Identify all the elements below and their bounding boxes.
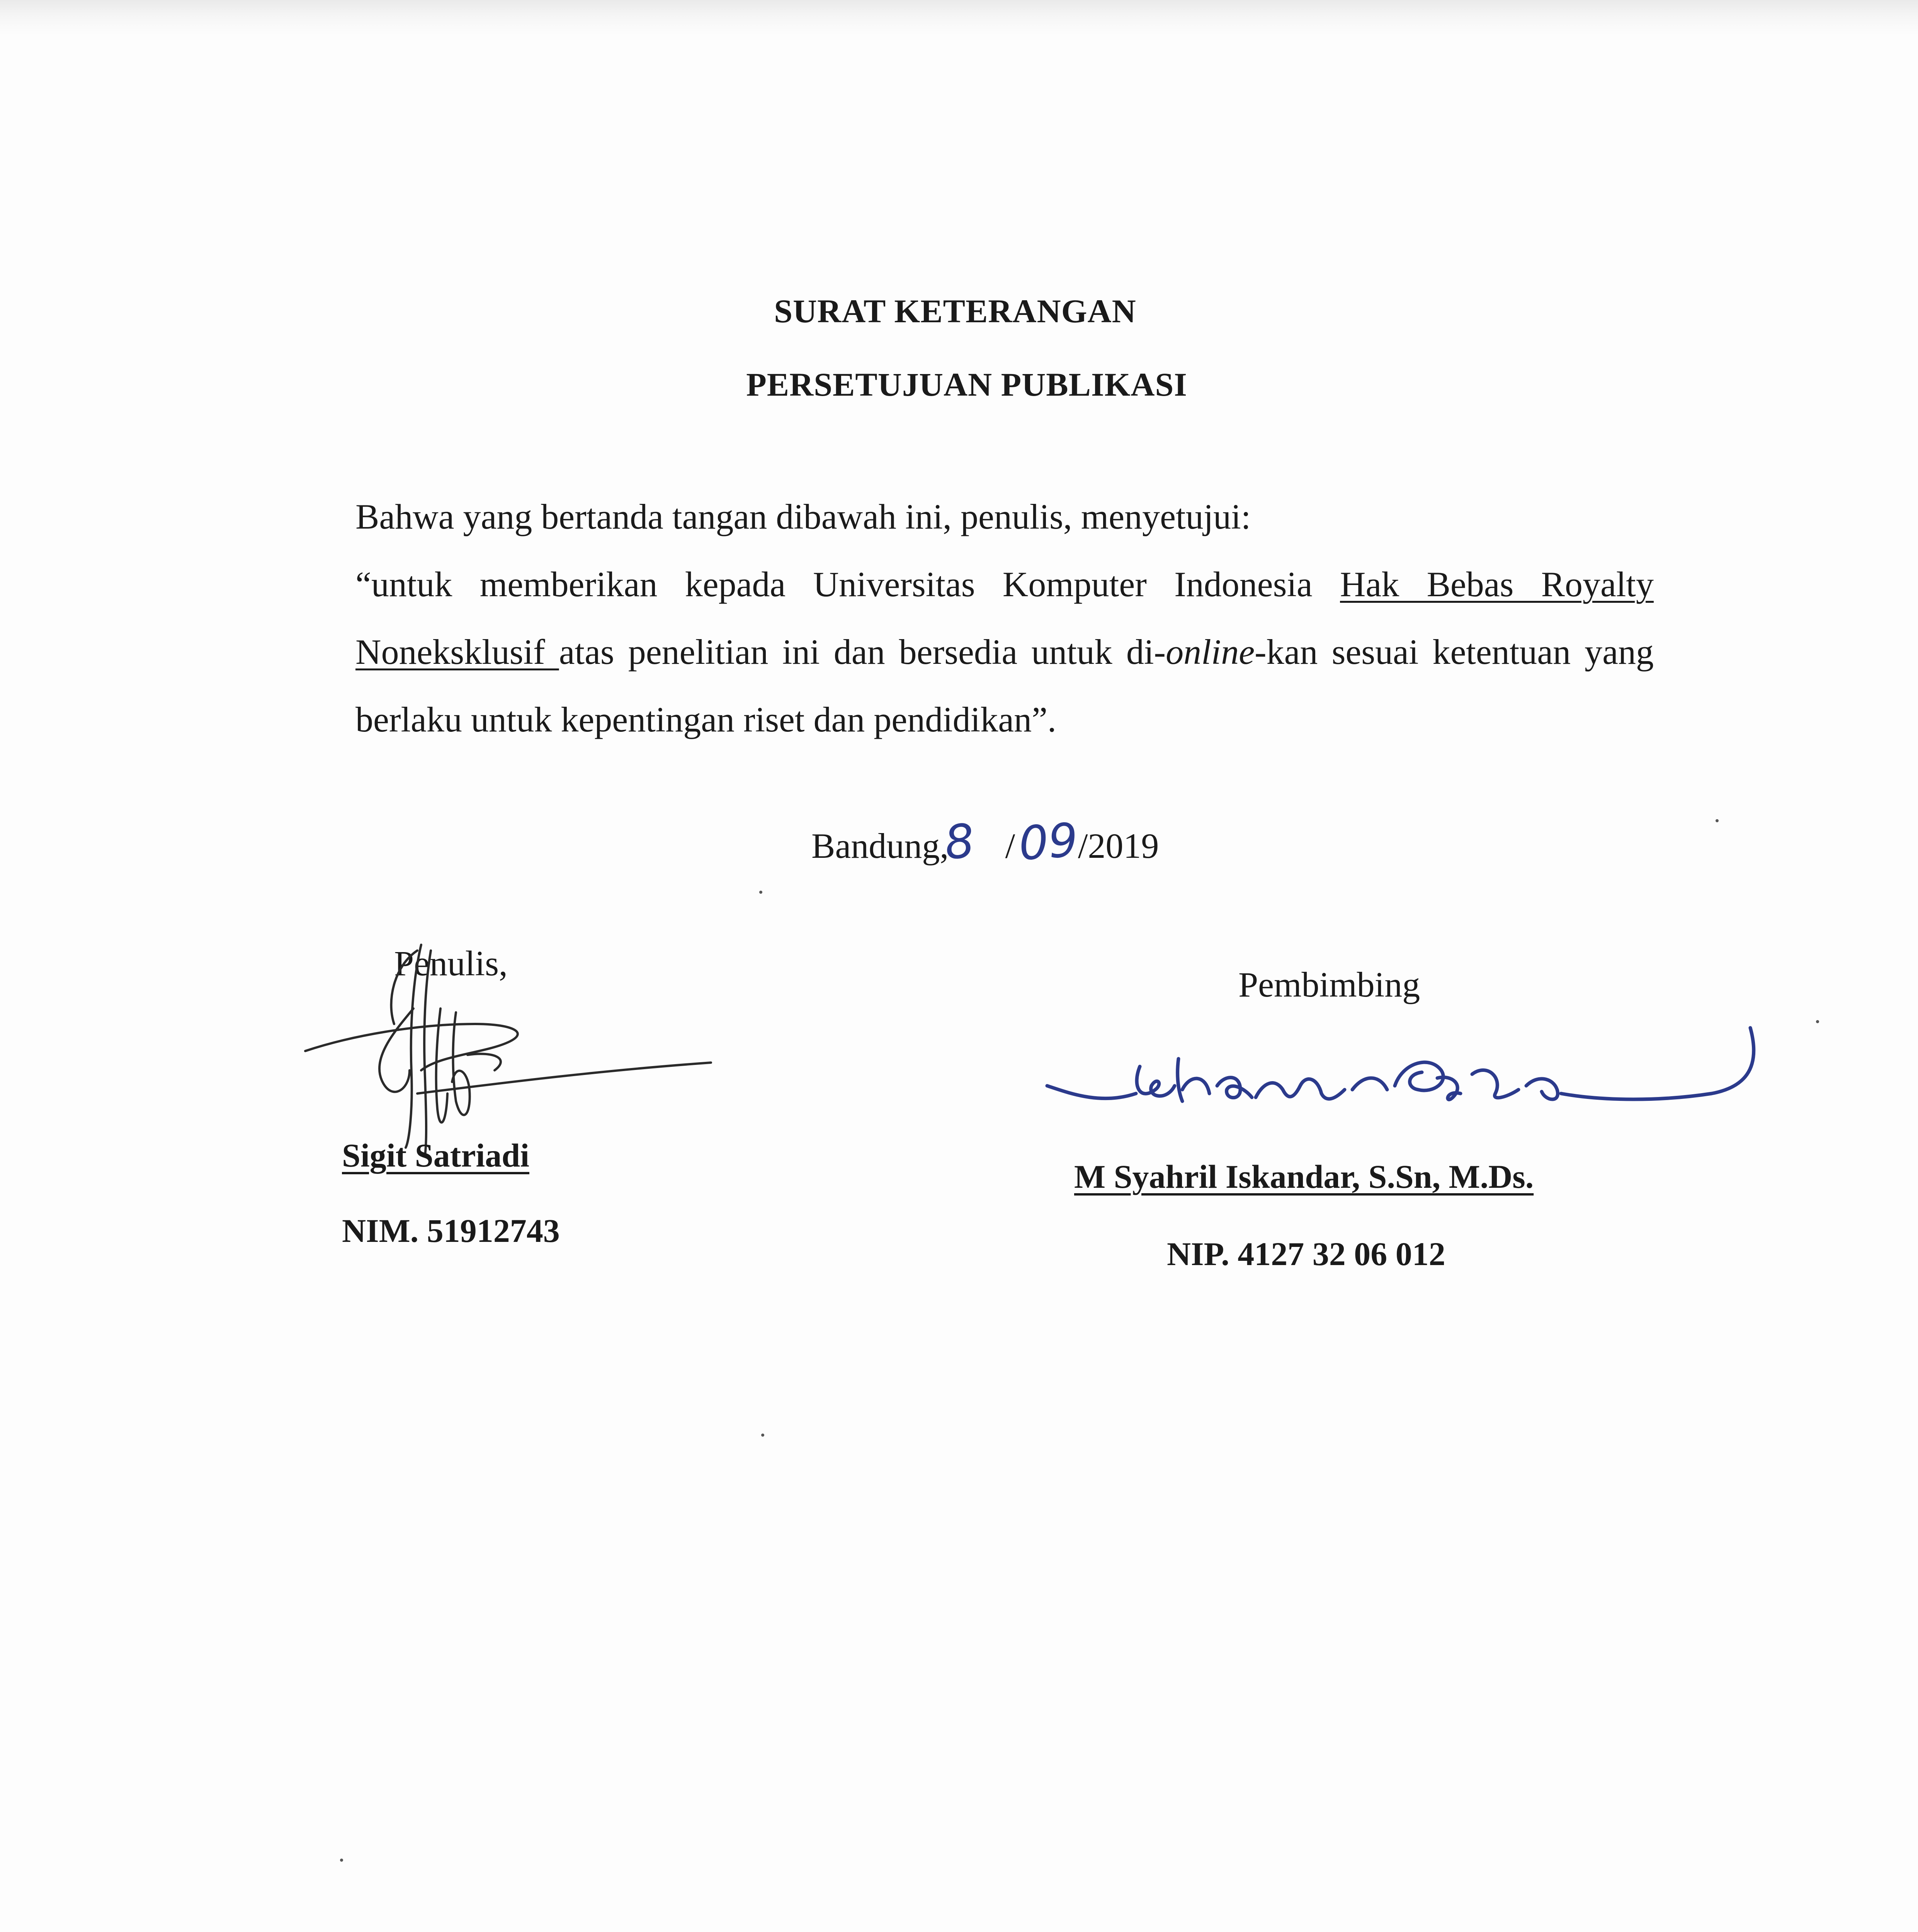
intro-paragraph: Bahwa yang bertanda tangan dibawah ini, penulis, menyetujui: [355,497,1251,536]
scan-speck [759,891,762,894]
date-separator: / [1005,826,1015,866]
scan-edge-shadow [0,0,1918,35]
writer-nim: NIM. 51912743 [342,1212,560,1249]
date-line [811,815,1159,869]
royalty-term: Hak Bebas Royalty Noneksklusif [355,565,1654,672]
online-term: online [1166,632,1255,672]
agreement-text-part-3: -kan sesuai ketentuan yang berlaku untuk kepentingan riset dan pendidikan”. [355,632,1654,739]
agreement-text-part-1: “untuk memberikan kepada Universitas Komputer Indonesia [355,565,1340,604]
document-title: SURAT KETERANGAN [774,293,1136,330]
supervisor-label: Pembimbing [1238,965,1420,1004]
date-place: Bandung, [811,826,949,866]
writer-label: Penulis, [394,944,508,983]
agreement-paragraph [355,551,1654,753]
date-year: /2019 [1078,826,1159,866]
writer-name: Sigit Satriadi [342,1137,530,1174]
scan-speck [1716,819,1719,822]
handwritten-day: 8 [942,814,977,871]
scan-speck [761,1434,764,1437]
supervisor-nip: NIP. 4127 32 06 012 [1167,1235,1445,1272]
handwritten-month: 09 [1017,813,1080,871]
supervisor-name: M Syahril Iskandar, S.Sn, M.Ds. [1074,1158,1534,1195]
scan-speck [1816,1020,1819,1023]
scan-speck [340,1859,343,1862]
agreement-text-part-2: atas penelitian ini dan bersedia untuk di- [559,632,1166,672]
supervisor-signature [1024,997,1777,1136]
document-subtitle: PERSETUJUAN PUBLIKASI [746,366,1187,403]
